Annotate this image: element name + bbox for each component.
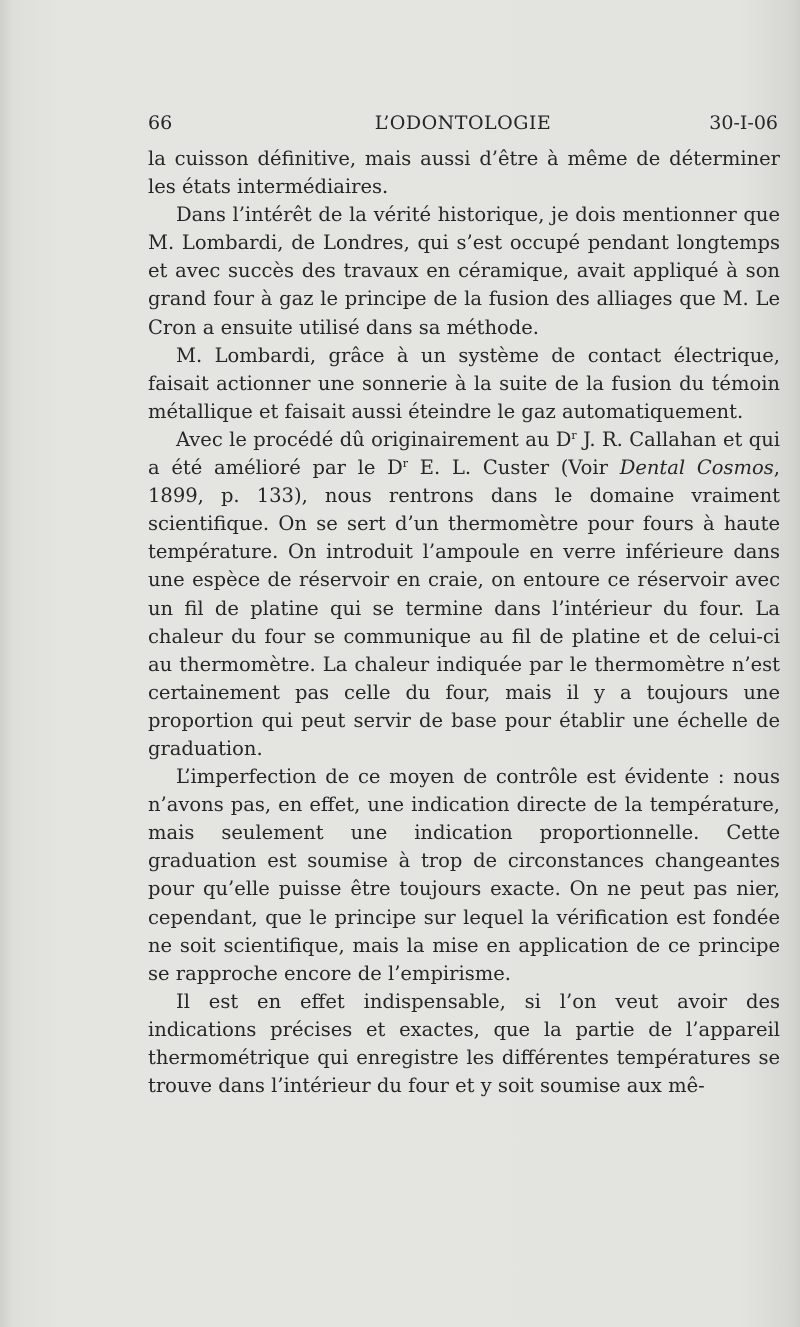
paragraph-1: la cuisson définitive, mais aussi d’être à même de déterminer les états intermédiaires.: [148, 147, 780, 199]
page-number: 66: [148, 112, 173, 134]
journal-citation-italic: Dental Cosmos: [619, 456, 774, 480]
paragraph-6: Il est en effet indispensable, si l’on veut avoir des indications précises et exactes, que la partie de l’appareil thermométrique qui enregistre les différentes températures se trouve dans l’intérieur du four et y soit soumise aux mê-: [148, 989, 780, 1098]
journal-title: L’ODONTOLOGIE: [374, 112, 552, 134]
body-text: [148, 145, 780, 1100]
doctor-abbrev-sup-2: r: [402, 457, 409, 471]
paragraph-4-part-2: J. R. Callahan et qui a été amélioré par le D: [148, 427, 780, 480]
doctor-abbrev-sup-1: r: [571, 428, 577, 442]
issue-date: 30-I-06: [709, 112, 778, 134]
paragraph-4: [148, 426, 780, 763]
paragraph-4-part-3: E. L. Custer (Voir: [408, 456, 620, 480]
paragraph-2: Dans l’intérêt de la vérité historique, je dois mentionner que M. Lombardi, de Londres, qui s’est occupé pendant longtemps et avec succès des travaux en céramique, avait appliqué à son grand four à gaz le principe de la fusion des alliages que M. Le Cron a ensuite utilisé dans sa méthode.: [148, 203, 780, 339]
paragraph-4-part-4: , 1899, p. 133), nous rentrons dans le domaine vraiment scientifique. On se sert d’un thermomètre pour fours à haute température. On introduit l’ampoule en verre inférieure dans une espèce de réservoir en craie, on entoure ce réservoir avec un fil de platine qui se termine dans l’intérieur du four. La chaleur du four se communique au fil de platine et de celui-ci au thermomètre. La chaleur indiquée par le thermomètre n’est certainement pas celle du four, mais il y a toujours une proportion qui peut servir de base pour établir une échelle de graduation.: [148, 456, 780, 760]
paragraph-4-part-1: Avec le procédé dû originairement au D: [176, 427, 572, 451]
paragraph-5: L’imperfection de ce moyen de contrôle est évidente : nous n’avons pas, en effet, une indication directe de la température, mais seulement une indication proportionnelle. Cette graduation est soumise à trop de circonstances changeantes pour qu’elle puisse être toujours exacte. On ne peut pas nier, cependant, que le principe sur lequel la vérification est fondée ne soit scientifique, mais la mise en application de ce principe se rapproche encore de l’empirisme.: [148, 765, 780, 985]
paragraph-3: M. Lombardi, grâce à un système de contact électrique, faisait actionner une sonnerie à la suite de la fusion du témoin métallique et faisait aussi éteindre le gaz automatiquement.: [148, 343, 780, 423]
running-head: [148, 112, 778, 140]
